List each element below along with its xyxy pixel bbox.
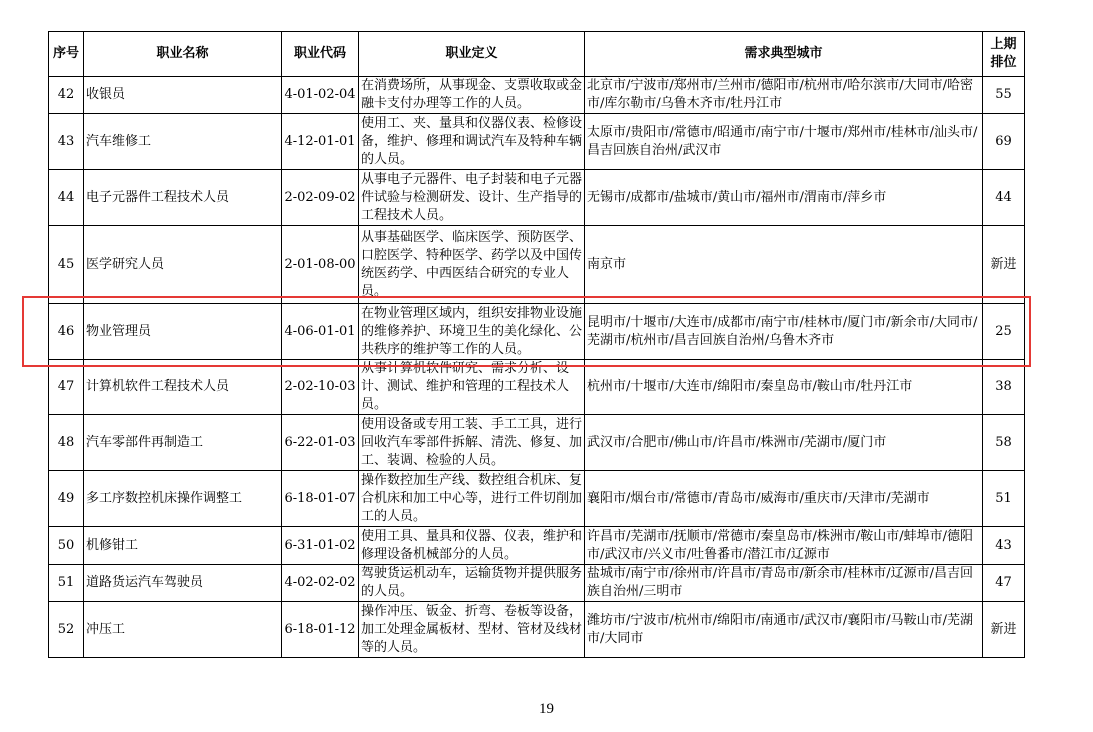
cell-seq: 52: [49, 602, 84, 658]
cell-prev-rank: 51: [983, 471, 1025, 527]
cell-code: 4-06-01-01: [282, 304, 359, 360]
header-code: 职业代码: [282, 32, 359, 77]
cell-code: 4-01-02-04: [282, 77, 359, 114]
cell-name: 计算机软件工程技术人员: [84, 360, 282, 415]
header-prev-rank-text: 上期排位: [990, 37, 1017, 70]
cell-cities: 杭州市/十堰市/大连市/绵阳市/秦皇岛市/鞍山市/牡丹江市: [585, 360, 983, 415]
cell-cities: 南京市: [585, 226, 983, 304]
cell-name: 电子元器件工程技术人员: [84, 170, 282, 226]
cell-prev-rank: 新进: [983, 226, 1025, 304]
header-definition: 职业定义: [359, 32, 585, 77]
cell-code: 2-02-10-03: [282, 360, 359, 415]
table-row: [49, 226, 1025, 304]
cell-code: 4-12-01-01: [282, 114, 359, 170]
cell-seq: 46: [49, 304, 84, 360]
header-prev-rank: [983, 32, 1025, 77]
cell-name: 物业管理员: [84, 304, 282, 360]
table-row: [49, 170, 1025, 226]
cell-name: 机修钳工: [84, 527, 282, 565]
cell-code: 2-01-08-00: [282, 226, 359, 304]
cell-cities: 襄阳市/烟台市/常德市/青岛市/威海市/重庆市/天津市/芜湖市: [585, 471, 983, 527]
table-row: [49, 304, 1025, 360]
cell-definition: 在物业管理区域内，组织安排物业设施的维修养护、环境卫生的美化绿化、公共秩序的维护等工作的人员。: [359, 304, 585, 360]
table-header-row: [49, 32, 1025, 77]
table-row: [49, 360, 1025, 415]
cell-cities: 北京市/宁波市/郑州市/兰州市/德阳市/杭州市/哈尔滨市/大同市/哈密市/库尔勒市/乌鲁木齐市/牡丹江市: [585, 77, 983, 114]
cell-seq: 47: [49, 360, 84, 415]
cell-seq: 50: [49, 527, 84, 565]
cell-prev-rank: 47: [983, 565, 1025, 602]
cell-prev-rank: 新进: [983, 602, 1025, 658]
cell-name: 收银员: [84, 77, 282, 114]
page-number: 19: [539, 701, 554, 717]
cell-cities: 太原市/贵阳市/常德市/昭通市/南宁市/十堰市/郑州市/桂林市/汕头市/昌吉回族自治州/武汉市: [585, 114, 983, 170]
cell-name: 汽车维修工: [84, 114, 282, 170]
cell-definition: 在消费场所，从事现金、支票收取或金融卡支付办理等工作的人员。: [359, 77, 585, 114]
header-cities: 需求典型城市: [585, 32, 983, 77]
cell-cities: 潍坊市/宁波市/杭州市/绵阳市/南通市/武汉市/襄阳市/马鞍山市/芜湖市/大同市: [585, 602, 983, 658]
cell-cities: 武汉市/合肥市/佛山市/许昌市/株洲市/芜湖市/厦门市: [585, 415, 983, 471]
cell-seq: 45: [49, 226, 84, 304]
table-row: [49, 77, 1025, 114]
cell-cities: 昆明市/十堰市/大连市/成都市/南宁市/桂林市/厦门市/新余市/大同市/芜湖市/杭州市/昌吉回族自治州/乌鲁木齐市: [585, 304, 983, 360]
occupation-table: [48, 31, 1025, 658]
cell-name: 汽车零部件再制造工: [84, 415, 282, 471]
cell-definition: 使用工、夹、量具和仪器仪表、检修设备，维护、修理和调试汽车及特种车辆的人员。: [359, 114, 585, 170]
cell-prev-rank: 38: [983, 360, 1025, 415]
cell-seq: 51: [49, 565, 84, 602]
cell-name: 医学研究人员: [84, 226, 282, 304]
cell-name: 道路货运汽车驾驶员: [84, 565, 282, 602]
cell-definition: 从事计算机软件研究、需求分析、设计、测试、维护和管理的工程技术人员。: [359, 360, 585, 415]
cell-code: 6-18-01-12: [282, 602, 359, 658]
cell-code: 2-02-09-02: [282, 170, 359, 226]
cell-definition: 操作冲压、钣金、折弯、卷板等设备，加工处理金属板材、型材、管材及线材等的人员。: [359, 602, 585, 658]
cell-seq: 44: [49, 170, 84, 226]
cell-code: 4-02-02-02: [282, 565, 359, 602]
cell-definition: 从事基础医学、临床医学、预防医学、口腔医学、特种医学、药学以及中国传统医药学、中西医结合研究的专业人员。: [359, 226, 585, 304]
cell-definition: 使用工具、量具和仪器、仪表，维护和修理设备机械部分的人员。: [359, 527, 585, 565]
cell-cities: 许昌市/芜湖市/抚顺市/常德市/秦皇岛市/株洲市/鞍山市/蚌埠市/德阳市/武汉市/兴义市/吐鲁番市/潜江市/辽源市: [585, 527, 983, 565]
cell-prev-rank: 55: [983, 77, 1025, 114]
cell-seq: 48: [49, 415, 84, 471]
header-seq: 序号: [49, 32, 84, 77]
cell-name: 多工序数控机床操作调整工: [84, 471, 282, 527]
cell-prev-rank: 25: [983, 304, 1025, 360]
table-row: [49, 565, 1025, 602]
cell-code: 6-22-01-03: [282, 415, 359, 471]
cell-seq: 42: [49, 77, 84, 114]
cell-prev-rank: 44: [983, 170, 1025, 226]
cell-definition: 操作数控加生产线、数控组合机床、复合机床和加工中心等，进行工件切削加工的人员。: [359, 471, 585, 527]
cell-cities: 无锡市/成都市/盐城市/黄山市/福州市/渭南市/萍乡市: [585, 170, 983, 226]
cell-prev-rank: 43: [983, 527, 1025, 565]
table-row: [49, 415, 1025, 471]
table-row: [49, 471, 1025, 527]
header-name: 职业名称: [84, 32, 282, 77]
cell-cities: 盐城市/南宁市/徐州市/许昌市/青岛市/新余市/桂林市/辽源市/昌吉回族自治州/三明市: [585, 565, 983, 602]
cell-seq: 43: [49, 114, 84, 170]
cell-code: 6-31-01-02: [282, 527, 359, 565]
cell-definition: 驾驶货运机动车，运输货物并提供服务的人员。: [359, 565, 585, 602]
table-row: [49, 527, 1025, 565]
cell-name: 冲压工: [84, 602, 282, 658]
cell-definition: 使用设备或专用工装、手工工具，进行回收汽车零部件拆解、清洗、修复、加工、装调、检验的人员。: [359, 415, 585, 471]
cell-seq: 49: [49, 471, 84, 527]
cell-definition: 从事电子元器件、电子封装和电子元器件试验与检测研发、设计、生产指导的工程技术人员。: [359, 170, 585, 226]
cell-prev-rank: 69: [983, 114, 1025, 170]
table-row: [49, 114, 1025, 170]
cell-code: 6-18-01-07: [282, 471, 359, 527]
cell-prev-rank: 58: [983, 415, 1025, 471]
table-row: [49, 602, 1025, 658]
table-body: [49, 77, 1025, 658]
